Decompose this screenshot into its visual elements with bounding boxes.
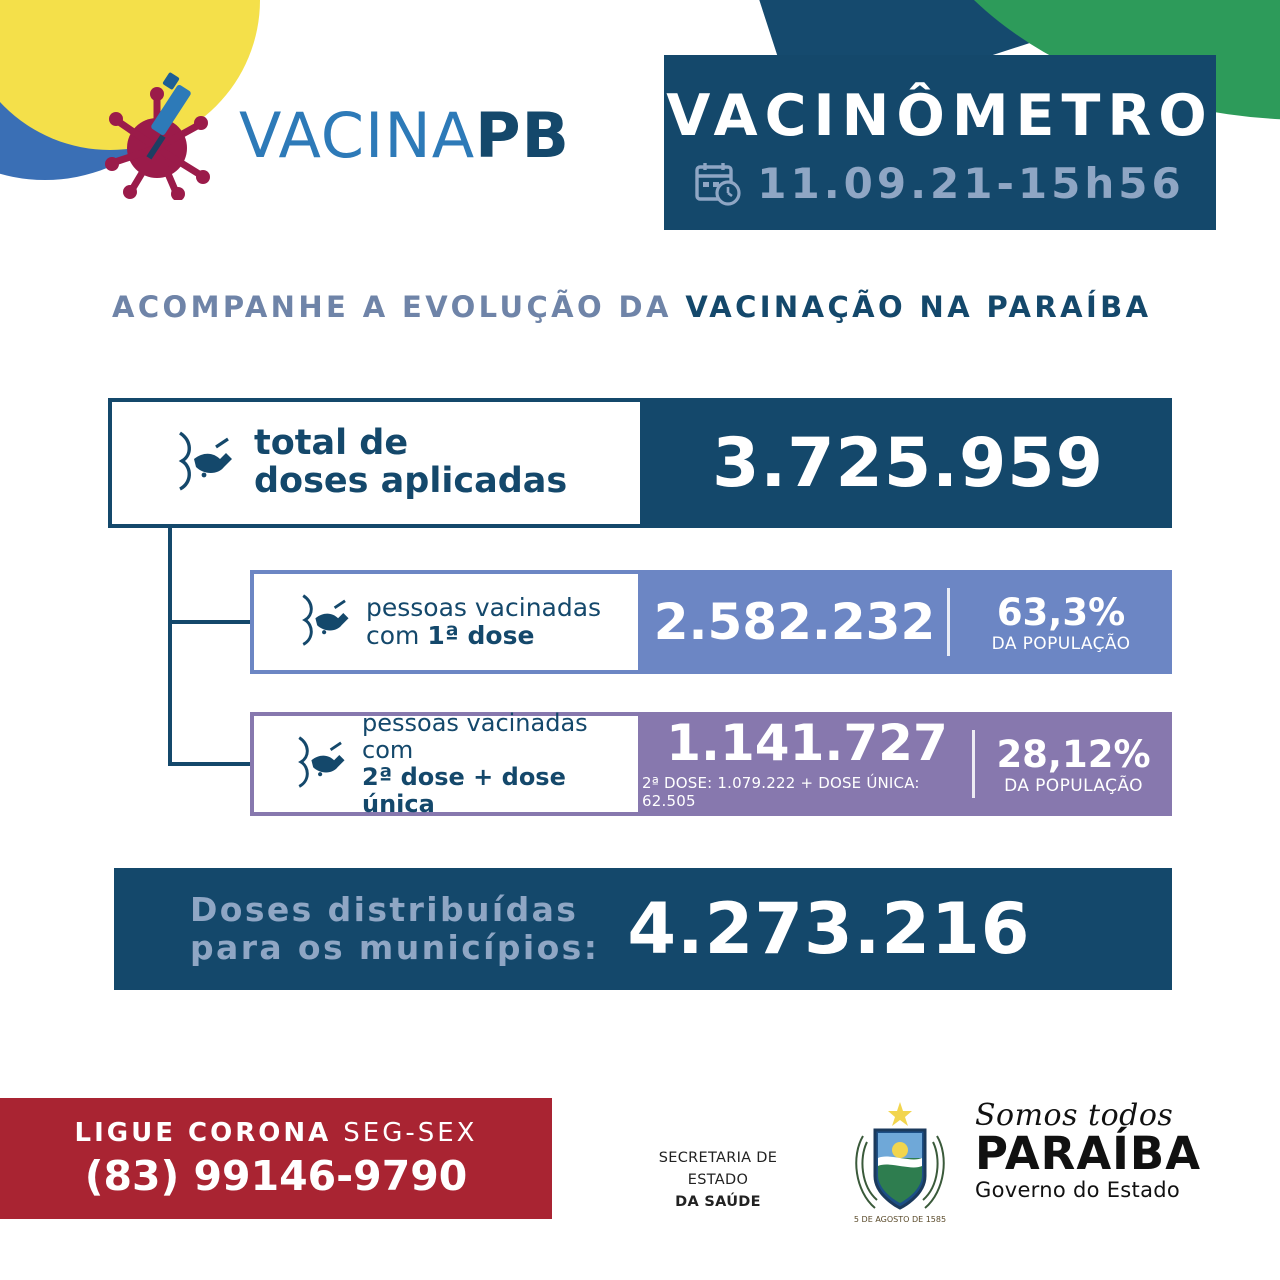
first-dose-label-line2 bbox=[366, 622, 601, 650]
second-dose-breakdown: 2ª DOSE: 1.079.222 + DOSE ÚNICA: 62.505 bbox=[642, 774, 920, 810]
second-dose-percent-sub: DA POPULAÇÃO bbox=[1004, 775, 1143, 796]
gov-paraiba-text: PARAÍBA bbox=[975, 1127, 1202, 1180]
second-dose-label-line1: pessoas vacinadas com bbox=[362, 709, 588, 765]
svg-text:5 DE AGOSTO DE 1585: 5 DE AGOSTO DE 1585 bbox=[853, 1215, 947, 1224]
second-dose-label bbox=[362, 710, 638, 818]
divider bbox=[972, 730, 975, 798]
second-dose-percent: 28,12% bbox=[996, 732, 1151, 776]
hotline-label-light: SEG-SEX bbox=[343, 1117, 478, 1148]
government-logo bbox=[975, 1098, 1202, 1202]
hotline-label bbox=[75, 1118, 478, 1148]
page-title: VACINÔMETRO bbox=[666, 83, 1214, 149]
vaccine-arm-icon bbox=[298, 592, 352, 653]
second-dose-value-block bbox=[642, 712, 972, 816]
first-dose-label-card bbox=[250, 570, 642, 674]
first-dose-value: 2.582.232 bbox=[653, 593, 936, 651]
datetime-value: 11.09.21-15h56 bbox=[757, 159, 1185, 208]
subtitle-bold: VACINAÇÃO NA PARAÍBA bbox=[685, 290, 1152, 324]
total-doses-label bbox=[254, 425, 567, 501]
logo-text-bold: PB bbox=[475, 98, 570, 172]
page-subtitle bbox=[112, 290, 1152, 324]
first-dose-label-line1: pessoas vacinadas bbox=[366, 593, 602, 622]
first-dose-percent: 63,3% bbox=[996, 590, 1126, 634]
first-dose-percent-sub: DA POPULAÇÃO bbox=[991, 633, 1131, 654]
hotline-label-bold: LIGUE CORONA bbox=[74, 1117, 344, 1148]
first-dose-row bbox=[250, 570, 1172, 674]
divider bbox=[947, 588, 950, 656]
first-dose-label-bold: 1ª dose bbox=[427, 621, 535, 650]
first-dose-label bbox=[366, 594, 601, 650]
total-doses-label-line2: doses aplicadas bbox=[254, 461, 568, 501]
subtitle-light: ACOMPANHE A EVOLUÇÃO DA bbox=[112, 290, 686, 324]
hotline-number: (83) 99146-9790 bbox=[84, 1151, 468, 1200]
secretaria-block bbox=[628, 1148, 808, 1213]
vacinometro-header-box bbox=[664, 55, 1216, 230]
total-doses-value: 3.725.959 bbox=[712, 423, 1104, 503]
distributed-label-line1: Doses distribuídas bbox=[190, 890, 579, 930]
first-dose-label-plain: com bbox=[366, 621, 428, 650]
distributed-doses-value: 4.273.216 bbox=[627, 888, 1031, 970]
distributed-label-line2: para os municípios: bbox=[190, 928, 600, 967]
second-dose-value: 1.141.727 bbox=[666, 714, 948, 772]
virus-syringe-icon bbox=[105, 70, 225, 200]
secretaria-line1: SECRETARIA DE ESTADO bbox=[658, 1150, 778, 1188]
vaccine-arm-icon bbox=[174, 429, 236, 498]
logo-text-light: VACINA bbox=[239, 98, 476, 172]
paraiba-coat-of-arms-icon bbox=[845, 1096, 955, 1226]
gov-subtitle-text: Governo do Estado bbox=[975, 1178, 1181, 1202]
second-dose-row bbox=[250, 709, 1172, 818]
secretaria-line2: DA SAÚDE bbox=[675, 1193, 761, 1210]
gov-somos-text: Somos todos bbox=[975, 1098, 1174, 1133]
distributed-doses-row bbox=[114, 868, 1172, 990]
total-doses-label-card bbox=[108, 398, 644, 528]
distributed-doses-label bbox=[190, 891, 599, 967]
second-dose-percent-block bbox=[975, 712, 1172, 816]
total-doses-row bbox=[108, 398, 1172, 528]
datetime-row bbox=[695, 159, 1184, 208]
vacinapb-logo bbox=[105, 70, 570, 200]
hotline-banner bbox=[0, 1098, 552, 1219]
vaccine-arm-icon bbox=[294, 734, 348, 795]
second-dose-label-bold: 2ª dose + dose única bbox=[362, 763, 566, 818]
first-dose-percent-block bbox=[950, 570, 1172, 674]
second-dose-label-card bbox=[250, 709, 642, 818]
calendar-clock-icon bbox=[695, 161, 741, 207]
total-doses-label-line1: total de bbox=[254, 423, 409, 464]
logo-text bbox=[239, 99, 570, 172]
second-dose-label-line2 bbox=[362, 764, 638, 818]
